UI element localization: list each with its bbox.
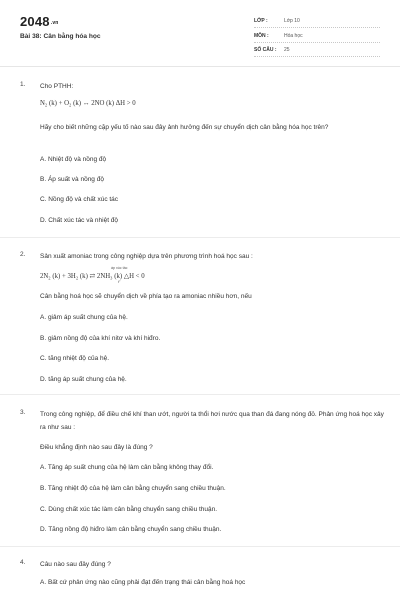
equation: N₂ (k) + O₂ (k) ↔ 2NO (k) ΔH > 0 <box>40 100 136 107</box>
option-c[interactable]: C. Nồng độ và chất xúc tác <box>40 196 119 203</box>
question-text: Sản xuất amoniac trong công nghiệp dựa trên phương trình hoá học sau : <box>40 253 253 260</box>
meta-value: Lớp 10 <box>284 18 300 24</box>
question-prompt: Điều khẳng định nào sau đây là đúng ? <box>40 444 153 451</box>
question-divider <box>0 546 400 547</box>
question-prompt: Cân bằng hoá học sẽ chuyển dịch về phía tạo ra amoniac nhiều hơn, nếu <box>40 293 252 300</box>
option-b[interactable]: B. Áp suất và nồng độ <box>40 176 104 183</box>
lesson-title: Bài 38: Cân bằng hóa học <box>20 33 101 40</box>
header-divider <box>0 66 400 67</box>
option-c[interactable]: C. Dùng chất xúc tác làm cân bằng chuyển sang chiều thuận. <box>40 506 218 513</box>
logo-text: 2048 <box>20 14 50 29</box>
question-prompt: Hãy cho biết những cặp yếu tố nào sau đây ảnh hưởng đến sự chuyển dịch cân bằng hóa học trên? <box>40 124 329 131</box>
question-number: 1. <box>20 81 26 88</box>
equation-condition-below: t° <box>118 280 121 284</box>
question-number: 4. <box>20 559 26 566</box>
meta-value: 25 <box>284 47 290 53</box>
option-b[interactable]: B. Tăng nhiệt độ của hệ làm cân bằng chuyển sang chiều thuận. <box>40 485 226 492</box>
meta-label: LỚP : <box>254 18 268 24</box>
option-a[interactable]: A. giảm áp suất chung của hệ. <box>40 314 128 321</box>
meta-class <box>254 16 380 28</box>
equation <box>40 272 145 280</box>
equation-text: 2N₂ (k) + 3H₂ (k) ⇄ 2NH₃ (k) △H < 0 <box>40 273 145 280</box>
option-c[interactable]: C. tăng nhiệt độ của hệ. <box>40 355 110 362</box>
meta-value: Hóa học <box>284 33 303 39</box>
question-text: Câu nào sau đây đúng ? <box>40 561 111 568</box>
question-number: 3. <box>20 409 26 416</box>
question-text: Cho PTHH: <box>40 83 74 90</box>
meta-label: SỐ CÂU : <box>254 47 277 53</box>
option-a[interactable]: A. Bất cứ phản ứng nào cũng phải đạt đến trạng thái cân bằng hoá học <box>40 579 246 586</box>
site-logo[interactable] <box>20 14 59 29</box>
option-d[interactable]: D. Chất xúc tác và nhiệt độ <box>40 217 119 224</box>
option-a[interactable]: A. Nhiệt độ và nồng độ <box>40 156 107 163</box>
question-text: Trong công nghiệp, để điều chế khí than ướt, người ta thổi hơi nước qua than đá đang nóng đỏ. Phản ứng hoá học xảy ra như sau : <box>40 411 384 431</box>
option-d[interactable]: D. Tăng nồng độ hiđro làm cân bằng chuyển sang chiều thuận. <box>40 526 222 533</box>
question-number: 2. <box>20 251 26 258</box>
header <box>0 0 400 66</box>
option-b[interactable]: B. giảm nồng độ của khí nitơ và khí hiđro. <box>40 335 161 342</box>
meta-subject <box>254 31 380 43</box>
option-a[interactable]: A. Tăng áp suất chung của hệ làm cân bằng không thay đổi. <box>40 464 214 471</box>
question-divider <box>0 394 400 395</box>
meta-question-count <box>254 45 380 57</box>
equation-condition-above: áp xúc tác <box>111 266 128 270</box>
option-d[interactable]: D. tăng áp suất chung của hệ. <box>40 376 127 383</box>
question-divider <box>0 237 400 238</box>
meta-label: MÔN : <box>254 33 269 39</box>
logo-suffix: .vn <box>50 20 59 26</box>
